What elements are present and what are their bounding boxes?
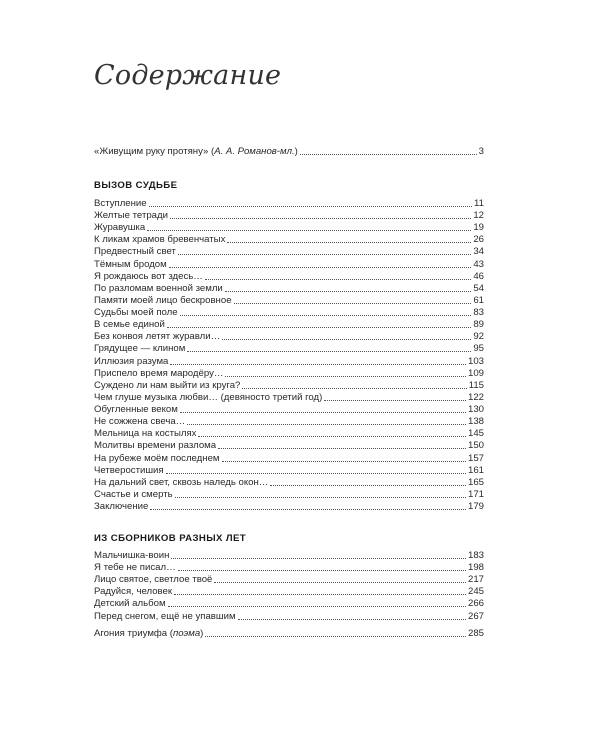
final-entry: [94, 627, 484, 640]
intro-entry-title: «Живущим руку протяну» (А. А. Романов-мл.): [94, 146, 298, 157]
final-entry-note: поэма: [173, 628, 201, 639]
toc-entry-page: 165: [467, 476, 484, 488]
toc-entry: [94, 549, 484, 562]
toc-entry-page: 138: [467, 416, 484, 428]
dot-leader: [225, 291, 472, 292]
toc-entry-page: 103: [467, 355, 484, 367]
dot-leader: [180, 315, 472, 316]
section-heading-2: ИЗ СБОРНИКОВ РАЗНЫХ ЛЕТ: [94, 533, 247, 544]
toc-entry-page: 34: [473, 246, 484, 258]
toc-entry: [94, 367, 484, 380]
toc-entry-title: К ликам храмов бревенчатых: [94, 234, 226, 246]
toc-entry: [94, 209, 484, 222]
toc-entry: [94, 355, 484, 368]
toc-entry: [94, 245, 484, 258]
intro-entry: [94, 145, 484, 158]
toc-entry-title: Иллюзия разума: [94, 355, 169, 367]
toc-entry-page: 115: [468, 379, 484, 391]
dot-leader: [187, 424, 466, 425]
toc-entry: [94, 585, 484, 598]
toc-entry-page: 26: [473, 234, 484, 246]
toc-entry-page: 61: [473, 294, 484, 306]
dot-leader: [324, 400, 466, 401]
toc-entry-page: 130: [467, 404, 484, 416]
toc-entry-title: Грядущее — клином: [94, 343, 186, 355]
toc-entry-title: По разломам военной земли: [94, 282, 223, 294]
toc-entry-title: Обугленные веком: [94, 404, 178, 416]
toc-entry: [94, 488, 484, 501]
toc-entry-title: Мальчишка-воин: [94, 550, 170, 561]
dot-leader: [168, 606, 466, 607]
toc-entry-page: 89: [473, 319, 484, 331]
dot-leader: [187, 351, 471, 352]
toc-entry-title: Заключение: [94, 501, 149, 512]
toc-entry-title: Чем глуше музыка любви… (девяносто третий год): [94, 391, 323, 403]
toc-entry-title: Предвестный свет: [94, 246, 176, 258]
toc-entry: [94, 294, 484, 307]
dot-leader: [166, 473, 466, 474]
dot-leader: [178, 570, 466, 571]
toc-entry: [94, 415, 484, 428]
toc-entry-title: Детский альбом: [94, 598, 166, 610]
toc-entry-title: На рубеже моём последнем: [94, 452, 220, 464]
dot-leader: [198, 436, 466, 437]
section-heading-1: ВЫЗОВ СУДЬБЕ: [94, 180, 178, 191]
final-entry-page: 285: [467, 628, 484, 639]
toc-entry: [94, 318, 484, 331]
toc-entry: [94, 573, 484, 586]
toc-entry: [94, 476, 484, 489]
dot-leader: [205, 636, 466, 637]
toc-entry-page: 19: [473, 222, 484, 234]
toc-entry: [94, 500, 484, 513]
toc-entry-page: 266: [467, 598, 484, 610]
toc-entry: [94, 330, 484, 343]
dot-leader: [175, 497, 466, 498]
dot-leader: [205, 279, 471, 280]
toc-entry: [94, 270, 484, 283]
dot-leader: [234, 303, 472, 304]
toc-entry-title: Не сожжена свеча…: [94, 416, 186, 428]
dot-leader: [300, 154, 477, 155]
toc-entry-title: В семье единой: [94, 319, 165, 331]
toc-entry: [94, 342, 484, 355]
toc-entry: [94, 379, 484, 392]
toc-entry: [94, 233, 484, 246]
toc-entry: [94, 597, 484, 610]
intro-author: А. А. Романов-мл.: [214, 146, 295, 157]
dot-leader: [170, 364, 466, 365]
toc-entry-title: Счастье и смерть: [94, 488, 173, 500]
toc-entry-page: 150: [467, 440, 484, 452]
toc-entry: [94, 561, 484, 574]
dot-leader: [270, 485, 466, 486]
dot-leader: [222, 339, 471, 340]
toc-entry-title: Молитвы времени разлома: [94, 440, 217, 452]
dot-leader: [149, 206, 472, 207]
toc-entry-page: 43: [473, 258, 484, 270]
toc-entry-page: 157: [467, 452, 484, 464]
toc-entry-title: Радуйся, человек: [94, 586, 173, 598]
toc-entry-title: Журавушка: [94, 222, 146, 234]
toc-entry-page: 179: [467, 501, 484, 512]
toc-entry-page: 198: [467, 562, 484, 574]
toc-entry-title: Лицо святое, светлое твоё: [94, 574, 213, 586]
toc-entry: [94, 391, 484, 404]
toc-entry: [94, 610, 484, 623]
toc-entry: [94, 403, 484, 416]
toc-entry: [94, 452, 484, 465]
toc-entry-page: 161: [467, 464, 484, 476]
dot-leader: [227, 242, 471, 243]
toc-entry-page: 217: [467, 574, 484, 586]
dot-leader: [238, 619, 466, 620]
toc-entry-title: Приспело время мародёру…: [94, 367, 224, 379]
dot-leader: [167, 327, 471, 328]
dot-leader: [214, 582, 466, 583]
toc-entry: [94, 258, 484, 271]
toc-entry-page: 267: [467, 610, 484, 622]
dot-leader: [147, 230, 471, 231]
toc-entry-page: 92: [473, 331, 484, 343]
toc-entry-title: Желтые тетради: [94, 210, 168, 222]
toc-entry-page: 122: [467, 391, 484, 403]
intro-entry-page: 3: [478, 146, 484, 157]
toc-entry: [94, 197, 484, 210]
dot-leader: [218, 448, 466, 449]
toc-entry: [94, 464, 484, 477]
dot-leader: [169, 267, 472, 268]
dot-leader: [171, 558, 466, 559]
toc-entry: [94, 427, 484, 440]
toc-entry-title: На дальний свет, сквозь наледь окон…: [94, 476, 269, 488]
page-title: Содержание: [94, 60, 282, 91]
toc-entry-page: 46: [473, 270, 484, 282]
toc-entry-title: Без конвоя летят журавли…: [94, 331, 221, 343]
toc-entry-title: Мельница на костылях: [94, 428, 197, 440]
dot-leader: [180, 412, 466, 413]
dot-leader: [174, 594, 466, 595]
toc-entry-page: 109: [467, 367, 484, 379]
toc-entry-page: 145: [467, 428, 484, 440]
toc-entry-page: 83: [473, 307, 484, 319]
toc-entry-title: Я рождаюсь вот здесь…: [94, 270, 203, 282]
dot-leader: [150, 509, 466, 510]
toc-entry-page: 245: [467, 586, 484, 598]
dot-leader: [222, 461, 466, 462]
toc-entry-page: 54: [473, 282, 484, 294]
toc-entry: [94, 221, 484, 234]
toc-entry-title: Судьбы моей поле: [94, 307, 178, 319]
dot-leader: [242, 388, 466, 389]
dot-leader: [225, 376, 466, 377]
dot-leader: [178, 254, 471, 255]
toc-entry: [94, 306, 484, 319]
toc-entry-title: Вступление: [94, 198, 147, 209]
toc-entry-title: Памяти моей лицо бескровное: [94, 294, 232, 306]
toc-entry: [94, 439, 484, 452]
toc-entry-page: 11: [474, 198, 484, 209]
toc-entry-page: 183: [467, 550, 484, 561]
toc-entry-page: 12: [473, 210, 484, 222]
toc-entry-title: Тёмным бродом: [94, 258, 167, 270]
final-entry-title: Агония триумфа (поэма): [94, 628, 204, 639]
toc-entry-page: 95: [473, 343, 484, 355]
toc-entry-title: Суждено ли нам выйти из круга?: [94, 379, 241, 391]
toc-entry-page: 171: [467, 488, 484, 500]
toc-entry-title: Перед снегом, ещё не упавшим: [94, 610, 236, 622]
dot-leader: [170, 218, 471, 219]
toc-entry-title: Четверостишия: [94, 464, 164, 476]
toc-entry-title: Я тебе не писал…: [94, 562, 176, 574]
toc-entry: [94, 282, 484, 295]
